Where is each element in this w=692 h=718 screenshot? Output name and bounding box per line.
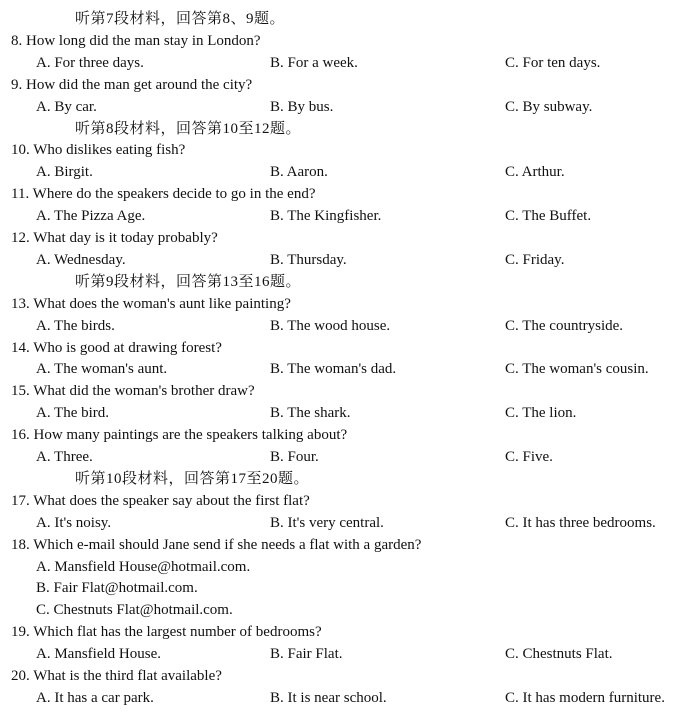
options-row <box>0 687 692 709</box>
option-b: B. For a week. <box>270 54 358 71</box>
option-c: C. It has three bedrooms. <box>505 514 656 531</box>
option-line <box>0 599 692 621</box>
option-b: B. Fair Flat. <box>270 646 343 663</box>
question-text: 11. Where do the speakers decide to go in the end? <box>11 186 316 203</box>
options-row <box>0 643 692 665</box>
options-row <box>0 512 692 534</box>
question-line <box>0 621 692 643</box>
question-text: 20. What is the third flat available? <box>11 668 222 684</box>
question-text: 18. Which e-mail should Jane send if she needs a flat with a garden? <box>11 536 422 553</box>
option-a: A. For three days. <box>36 54 144 71</box>
question-text: 17. What does the speaker say about the first flat? <box>11 492 310 509</box>
option-b: B. Aaron. <box>270 164 328 181</box>
question-text: 15. What did the woman's brother draw? <box>11 383 255 400</box>
options-row <box>0 249 692 271</box>
options-row <box>0 315 692 337</box>
option-c: C. The Buffet. <box>505 208 592 225</box>
option-c: C. Chestnuts Flat. <box>505 646 613 663</box>
question-line <box>0 30 692 52</box>
option-b: B. It is near school. <box>270 689 387 706</box>
option-b: B. Four. <box>270 449 319 465</box>
options-row <box>0 205 692 227</box>
question-text: 13. What does the woman's aunt like painting? <box>11 295 291 312</box>
option-c: C. For ten days. <box>505 54 601 71</box>
question-line <box>0 139 692 161</box>
options-row <box>0 161 692 183</box>
options-row <box>0 446 692 468</box>
question-line <box>0 337 692 359</box>
section-heading-text: 听第10段材料，回答第17至20题。 <box>75 470 310 487</box>
option-b: B. The Kingfisher. <box>270 208 382 225</box>
question-line <box>0 490 692 512</box>
question-text: 8. How long did the man stay in London? <box>11 32 261 49</box>
option-c: C. By subway. <box>505 98 593 115</box>
option-b: B. Thursday. <box>270 251 347 268</box>
option-c: C. Arthur. <box>505 164 565 181</box>
options-row <box>0 96 692 118</box>
question-text: 16. How many paintings are the speakers talking about? <box>11 427 348 444</box>
options-row <box>0 52 692 74</box>
option-a: A. The woman's aunt. <box>36 361 168 378</box>
options-row <box>0 402 692 424</box>
question-line <box>0 293 692 315</box>
option-c: C. The lion. <box>505 405 577 422</box>
section-heading <box>0 118 692 140</box>
option-b: B. It's very central. <box>270 514 384 531</box>
option-text: B. Fair Flat@hotmail.com. <box>36 580 198 597</box>
question-text: 12. What day is it today probably? <box>11 230 218 246</box>
option-b: B. The shark. <box>270 405 351 422</box>
section-heading <box>0 468 692 490</box>
option-c: C. It has modern furniture. <box>505 689 665 706</box>
question-text: 14. Who is good at drawing forest? <box>11 339 222 356</box>
section-heading <box>0 8 692 30</box>
question-text: 10. Who dislikes eating fish? <box>11 142 186 159</box>
option-a: A. Birgit. <box>36 164 93 181</box>
option-a: A. It has a car park. <box>36 689 154 706</box>
option-b: B. The wood house. <box>270 317 391 334</box>
option-a: A. Mansfield House. <box>36 646 161 663</box>
option-c: C. The woman's cousin. <box>505 361 649 378</box>
question-line <box>0 74 692 96</box>
option-line <box>0 556 692 578</box>
question-line <box>0 227 692 249</box>
section-heading-text: 听第9段材料，回答第13至16题。 <box>75 273 302 290</box>
question-line <box>0 380 692 402</box>
question-line <box>0 183 692 205</box>
option-a: A. The birds. <box>36 317 115 334</box>
option-c: C. The countryside. <box>505 317 624 334</box>
question-line <box>0 665 692 687</box>
options-row <box>0 358 692 380</box>
option-line <box>0 577 692 599</box>
option-a: A. Three. <box>36 449 93 465</box>
option-a: A. By car. <box>36 98 97 115</box>
option-b: B. By bus. <box>270 98 334 115</box>
question-text: 9. How did the man get around the city? <box>11 76 253 93</box>
option-a: A. Wednesday. <box>36 251 126 268</box>
option-a: A. It's noisy. <box>36 514 112 531</box>
option-text: C. Chestnuts Flat@hotmail.com. <box>36 602 233 619</box>
option-c: C. Five. <box>505 449 553 465</box>
section-heading <box>0 271 692 293</box>
question-line <box>0 534 692 556</box>
question-text: 19. Which flat has the largest number of bedrooms? <box>11 624 322 641</box>
section-heading-text: 听第8段材料，回答第10至12题。 <box>75 120 302 137</box>
option-c: C. Friday. <box>505 251 565 268</box>
option-a: A. The Pizza Age. <box>36 208 146 225</box>
question-line <box>0 424 692 446</box>
section-heading-text: 听第7段材料，回答第8、9题。 <box>75 11 286 27</box>
option-text: A. Mansfield House@hotmail.com. <box>36 558 251 575</box>
option-b: B. The woman's dad. <box>270 361 397 378</box>
option-a: A. The bird. <box>36 405 110 422</box>
